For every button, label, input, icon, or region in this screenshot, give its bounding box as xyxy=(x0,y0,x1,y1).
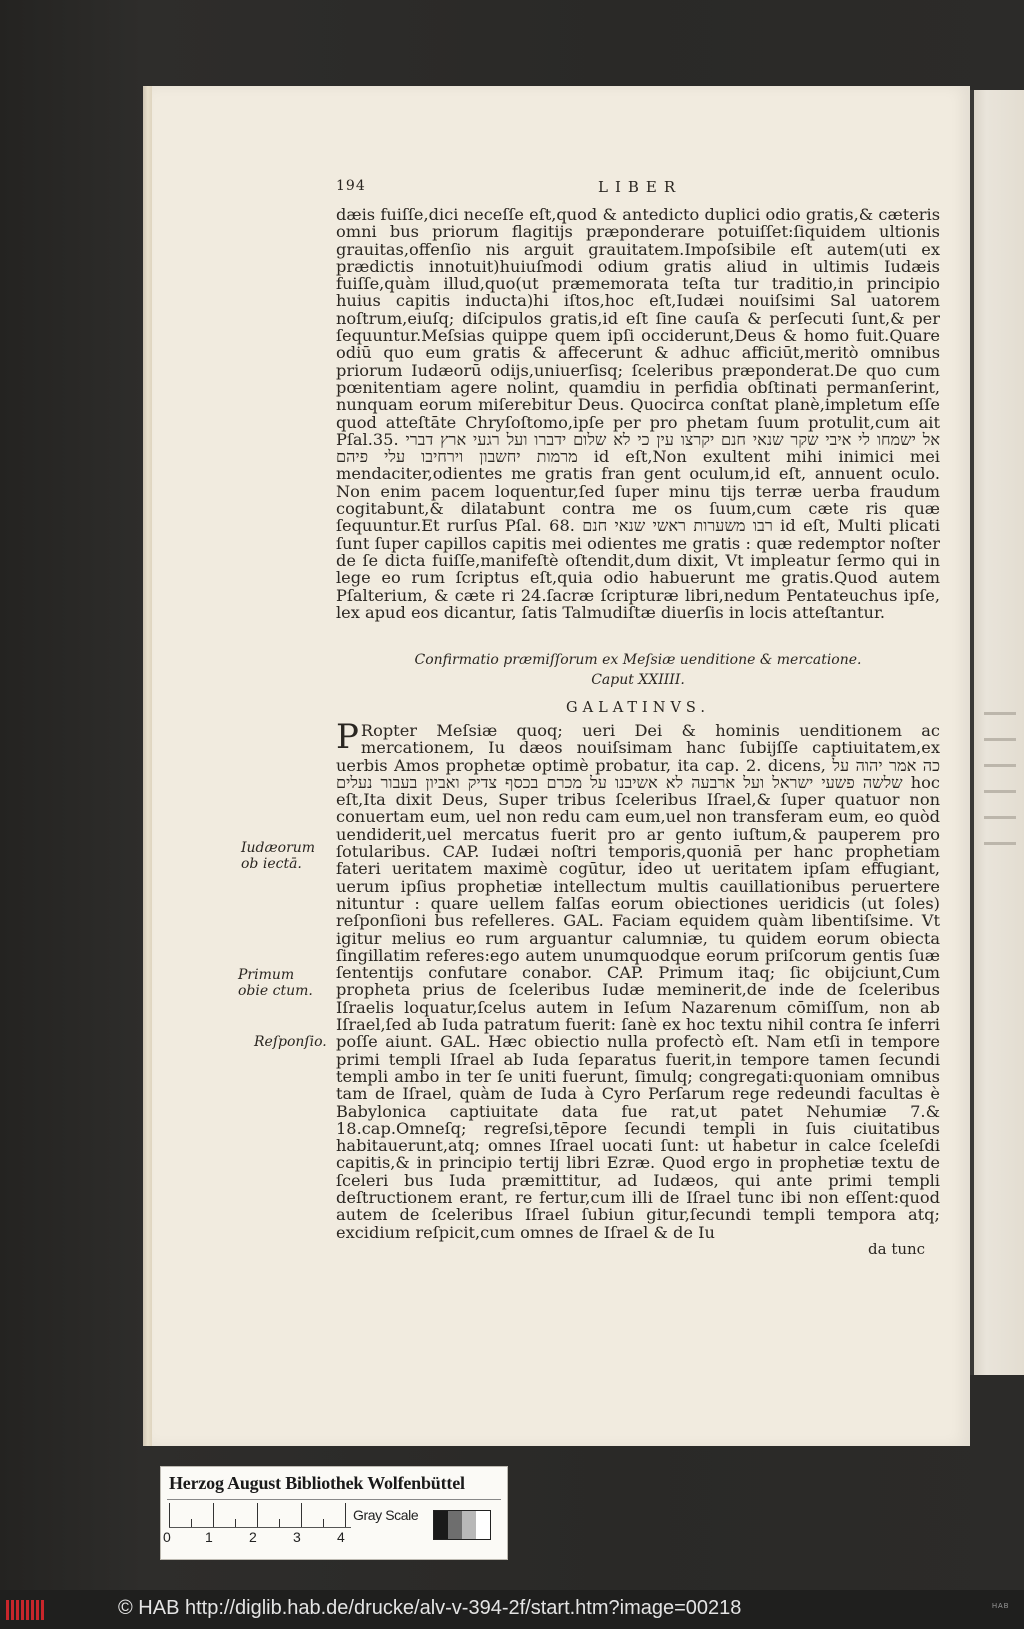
ruler-tick xyxy=(323,1519,324,1527)
body-paragraph-1: dæis fuiſſe,dici neceſſe eſt,quod & antedicto duplici odio gratis,& cæteris omni bus priorum flagitijs præponderare potuiſſet:ſiquidem ultionis grauitas,offenſio nis arguit grauitatem.Impoſsibile eſt autem(uti ex prædictis innotuit)huiuſmodi odium gratis aliud in ultimis Iudæis fuiſſe,quàm illud,quo(ut præmemorata teſta tur traditio,in principio huius capitis inducta)hi iſtos,hoc eſt,Iudæi nouiſsimi Sal uatorem noſtrum,eiuſq; diſcipulos gratis,id eſt ſine cauſa & perſecuti ſunt,& per ſequuntur.Meſsias quippe quem ipſi occiderunt,Deus & homo fuit.Quare odiū quo eum gratis & affecerunt & adhuc afficiūt,meritò omnibus priorum Iudæorū odijs,uniuerſisq; ſceleribus præponderat.De quo cum pœnitentiam agere nolint, quamdiu in perfidia obſtinati permanſerint, nunquam eorum miſerebitur Deus. Quocirca conſtat planè,impletum eſſe quod atteſtāte Chryſoſtomo,ipſe per pro phetam ſuum protulit,cum ait Pſal.35. אל ישמחו לי איבי שקר שנאי חנם יקרצו עין כי לא שלום ידברו ועל רגעי ארץ דברי מרמות יחשבון וירחיבו עלי פיהם id eſt,Non exultent mihi inimici mei mendaciter,odientes me gratis fran gent oculum,id eſt, annuent oculo. Non enim pacem loquentur,ſed ſuper minu tijs terræ uerba fraudum cogitabunt,& dilatabunt contra me os ſuum,cum cæte ris quæ ſequuntur.Et rurſus Pſal. 68. רבו משערות ראשי שנאי חנם id eſt, Multi plicati ſunt ſuper capillos capitis mei odientes me gratis : quæ redemptor noſter de ſe dicta fuiſſe,manifeſtè oſtendit,dum dixit, Vt impleatur ſermo qui in lege eo rum ſcriptus eſt,quia odio habuerunt me gratis.Quod autem Pſalterium, & cæte ri 24.ſacræ ſcripturæ libri,nedum Pentateuchus ipſe, lex apud eos dicantur, ſatis Talmudiſtæ diuerſis in locis atteſtantur. xyxy=(336,205,940,622)
bleedthrough-mark xyxy=(984,764,1016,767)
swatch-white xyxy=(476,1511,490,1539)
ruler-label: 4 xyxy=(337,1529,345,1545)
ruler-tick xyxy=(235,1519,236,1527)
ruler-tick xyxy=(301,1503,302,1527)
ruler-label: 1 xyxy=(205,1529,213,1545)
page-number: 194 xyxy=(336,178,366,194)
ruler-tick xyxy=(279,1519,280,1527)
swatch-dark-gray xyxy=(448,1511,462,1539)
ruler-label: 2 xyxy=(249,1529,257,1545)
bleedthrough-mark xyxy=(984,816,1016,819)
facing-page-edge xyxy=(970,90,1024,1375)
bleedthrough-mark xyxy=(984,842,1016,845)
swatch-black xyxy=(434,1511,448,1539)
hab-logo-icon xyxy=(4,1597,46,1623)
chapter-number: Caput XXIIII. xyxy=(591,672,685,688)
card-divider xyxy=(167,1499,501,1500)
margin-note: Primum obie ctum. xyxy=(238,967,313,999)
bleedthrough-mark xyxy=(984,738,1016,741)
ruler-label: 3 xyxy=(293,1529,301,1545)
library-name: Herzog August Bibliothek Wolfenbüttel xyxy=(169,1473,465,1493)
scale-card xyxy=(160,1466,508,1560)
ruler-tick xyxy=(213,1503,214,1527)
speaker-heading: GALATINVS. xyxy=(566,700,710,716)
footer-tag: HAB xyxy=(992,1603,1010,1610)
margin-note: Iudæorum ob iectā. xyxy=(241,840,316,872)
swatch-light-gray xyxy=(462,1511,476,1539)
catchword: da tunc xyxy=(868,1240,926,1258)
grayscale-swatches xyxy=(433,1510,491,1540)
ruler-tick xyxy=(257,1503,258,1527)
centimeter-ruler xyxy=(169,1503,351,1528)
ruler-label: 0 xyxy=(163,1529,171,1545)
copyright-url: © HAB http://diglib.hab.de/drucke/alv-v-394-2f/start.htm?image=00218 xyxy=(118,1597,742,1619)
ruler-tick xyxy=(169,1503,170,1527)
ruler-tick xyxy=(345,1503,346,1527)
running-head xyxy=(336,178,936,198)
chapter-heading: Confirmatio præmiſſorum ex Meſsiæ uenditione & mercatione. xyxy=(414,652,862,668)
body-paragraph-2: PRopter Meſsiæ quoq; ueri Dei & hominis uenditionem ac mercationem, Iu dæos nouiſsimam hanc ſubijſſe captiuitatem,ex uerbis Amos prophetæ optimè probatur, ita cap. 2. dicens, כה אמר יהוה על שלשה פשעי ישראל ועל ארבעה לא אשיבנו על מכרם בכסף צדיק ואביון בעבור נעלים hoc eſt,Ita dixit Deus, Super tribus ſceleribus Iſrael,& ſuper quatuor non conuertam eum, uel non redu cam eum,uel non transferam eum, eo quòd uendiderit,uel mercatus fuerit pro ar gento iuſtum,& pauperem pro ſotularibus. CAP. Iudæi noſtri temporis,quoniā per hanc prophetiam fateri ueritatem maximè cogūtur, ideo ut ueritatem ipſam effugiant, uerum ipſius prophetiæ intellectum multis cauillationibus peruertere nituntur : quare uellem falſas eorum obiectiones ueridicis (ut ſoles) reſponſioni bus refelleres. GAL. Faciam equidem quàm libentiſsime. Vt igitur melius eo rum arguantur calumniæ, tu quidem eorum obiecta ſingillatim referes:ego autem unumquodque eorum priſcorum gentis ſuæ ſententijs confutare conabor. CAP. Primum itaq; ſic obijciunt,Cum propheta prius de ſceleribus Iudæ meminerit,de inde de ſceleribus Iſraelis loquatur,ſcelus autem in Ieſum Nazarenum cōmiſſum, non ab Iſrael,ſed ab Iuda patratum fuerit: ſanè ex hoc textu nihil contra ſe inferri poſſe aiunt. GAL. Hæc obiectio nulla profectò eſt. Nam etſi in tempore primi templi Iſrael ab Iuda ſeparatus fuerit,in tempore tamen ſecundi templi ambo in ter ſe uniti fuerunt, ſimulq; congregati:quoniam omnibus tam de Iſrael, quàm de Iuda à Cyro Perſarum rege redeundi facultas è Babylonica captiuitate data fue rat,ut patet Nehumiæ 7.& 18.cap.Omneſq; regreſsi,tēpore ſecundi templi in ſuis ciuitatibus habitauerunt,atq; omnes Iſrael uocati ſunt: ut habetur in calce ſceleſdi capitis,& in principio tertij libri Ezræ. Quod ergo in prophetiæ textu de ſceleri bus Iuda præmittitur, ad Iudæos, qui ante primi templi deſtructionem erant, re fertur,cum illi de Iſrael tunc ibi non eſſent:quod autem de ſceleribus Iſrael ſubiun gitur,ſecundi templi tempora atq; excidium reſpicit,cum omnes de Iſrael & de Iu xyxy=(336,717,940,1242)
running-title: LIBER xyxy=(598,178,683,196)
bleedthrough-mark xyxy=(984,712,1016,715)
margin-note: Reſponſio. xyxy=(254,1034,327,1050)
bleedthrough-mark xyxy=(984,790,1016,793)
grayscale-label: Gray Scale xyxy=(353,1507,419,1523)
ruler-tick xyxy=(191,1519,192,1527)
ruler-labels xyxy=(163,1529,363,1549)
